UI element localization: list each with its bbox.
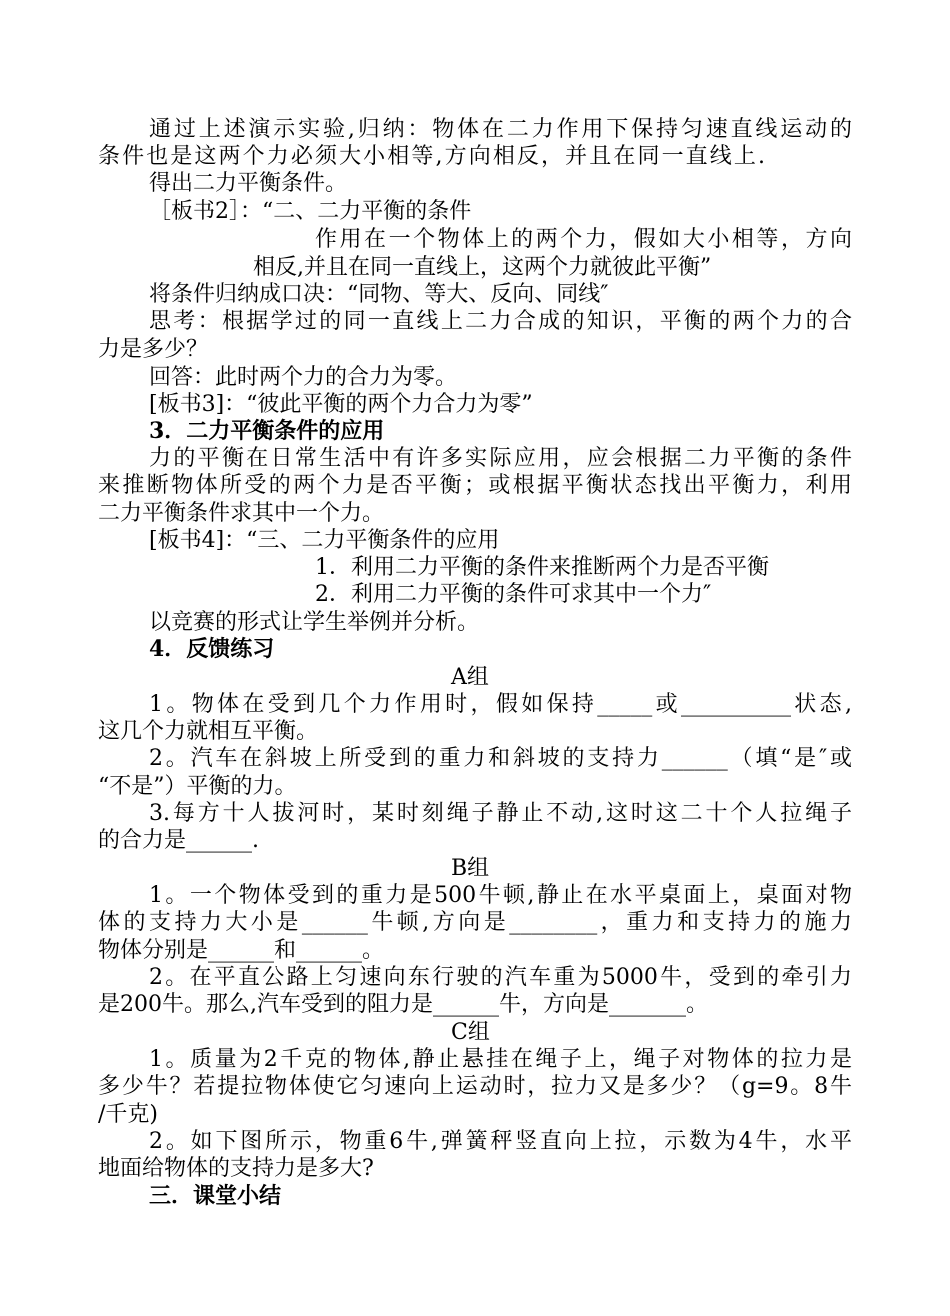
board-note-4-heading: [板书4]：“三、二力平衡条件的应用 [149, 528, 500, 553]
exercise-line: 地面给物体的支持力是多大? [98, 1156, 374, 1181]
exercise-line: 体的支持力大小是______牛顿,方向是________，重力和支持力的施力 [98, 910, 852, 935]
para-line: 思考：根据学过的同一直线上二力合成的知识，平衡的两个力的合 [149, 309, 852, 334]
exercise-line: 1。物体在受到几个力作用时，假如保持_____或__________状态, [149, 692, 852, 717]
board-note-2-line: 相反,并且在同一直线上，这两个力就彼此平衡” [253, 255, 712, 280]
group-label: C组 [451, 1020, 490, 1045]
para-line: 以竞赛的形式让学生举例并分析。 [149, 610, 480, 635]
exercise-line: /千克) [98, 1102, 158, 1127]
para-line: 将条件归纳成口决：“同物、等大、反向、同线″ [149, 282, 609, 307]
exercise-line: 1。质量为2千克的物体,静止悬挂在绳子上，绳子对物体的拉力是 [149, 1047, 852, 1072]
board-note-2-line: 作用在一个物体上的两个力，假如大小相等，方向 [315, 227, 852, 252]
para-line: 二力平衡条件求其中一个力。 [98, 501, 385, 526]
exercise-line: 是200牛。那么,汽车受到的阻力是______牛，方向是_______。 [98, 992, 708, 1017]
board-note-3: [板书3]：“彼此平衡的两个力合力为零” [149, 392, 533, 417]
para-line: 条件也是这两个力必须大小相等,方向相反，并且在同一直线上. [98, 144, 765, 169]
board-note-4-item: 1．利用二力平衡的条件来推断两个力是否平衡 [315, 555, 769, 580]
exercise-line: 这几个力就相互平衡。 [98, 719, 319, 744]
para-line: 来推断物体所受的两个力是否平衡；或根据平衡状态找出平衡力，利用 [98, 473, 852, 498]
board-note-4-item: 2．利用二力平衡的条件可求其中一个力″ [315, 582, 712, 607]
exercise-line: 的合力是______. [98, 828, 259, 853]
exercise-line: 2。汽车在斜坡上所受到的重力和斜坡的支持力______（填“是″或 [149, 746, 852, 771]
exercise-line: “不是”）平衡的力。 [98, 774, 297, 799]
group-label: B组 [451, 856, 490, 881]
para-line: 力是多少？ [98, 337, 209, 362]
exercise-line: 多少牛？若提拉物体使它匀速向上运动时，拉力又是多少？（g=9。8牛 [98, 1074, 852, 1099]
exercise-line: 3.每方十人拔河时，某时刻绳子静止不动,这时这二十个人拉绳子 [149, 801, 852, 826]
para-line: 通过上述演示实验,归纳：物体在二力作用下保持匀速直线运动的 [149, 117, 852, 142]
section-heading: 3．二力平衡条件的应用 [149, 418, 385, 444]
para-line: 力的平衡在日常生活中有许多实际应用，应会根据二力平衡的条件 [149, 446, 852, 471]
section-heading: 4．反馈练习 [149, 636, 275, 662]
group-label: A组 [451, 665, 489, 690]
para-line: 回答：此时两个力的合力为零。 [149, 365, 458, 390]
board-note-2-heading: ［板书2］：“二、二力平衡的条件 [149, 199, 472, 224]
exercise-line: 物体分别是______和______。 [98, 938, 385, 963]
exercise-line: 2。在平直公路上匀速向东行驶的汽车重为5000牛，受到的牵引力 [149, 965, 852, 990]
exercise-line: 2。如下图所示，物重6牛,弹簧秤竖直向上拉，示数为4牛，水平 [149, 1129, 852, 1154]
exercise-line: 1。一个物体受到的重力是500牛顿,静止在水平桌面上，桌面对物 [149, 883, 852, 908]
section-heading: 三．课堂小结 [149, 1183, 282, 1209]
para-line: 得出二力平衡条件。 [149, 171, 348, 196]
